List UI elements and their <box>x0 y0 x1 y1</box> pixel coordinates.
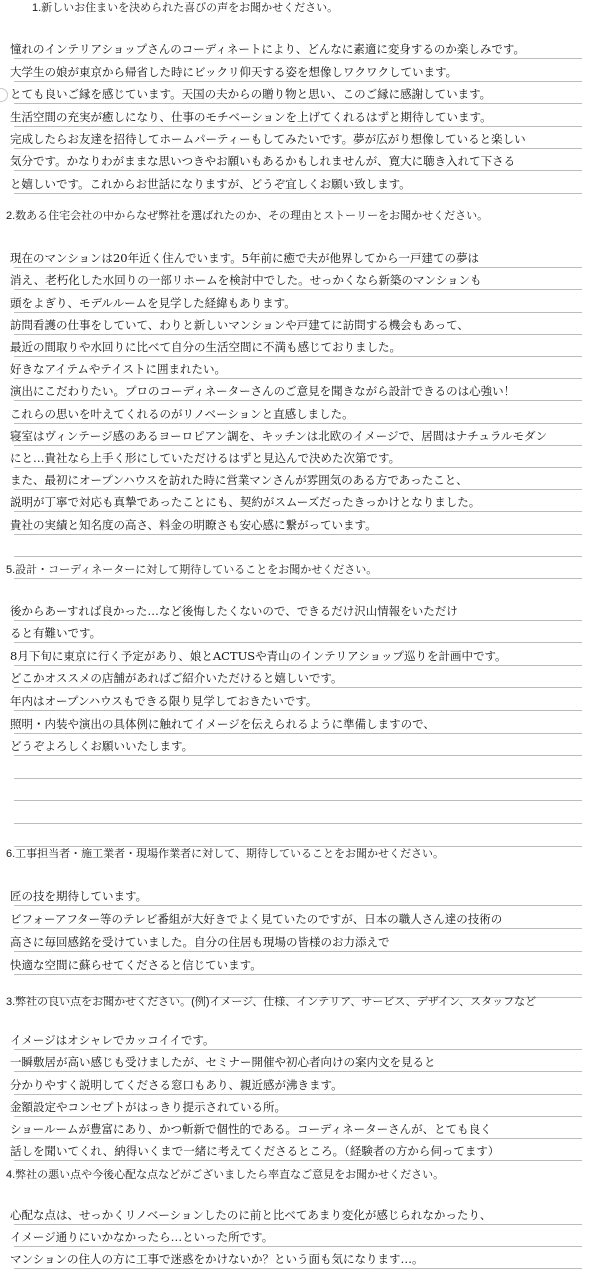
ruled-line <box>14 823 582 824</box>
handwritten-answer-line: また、最初にオープンハウスを訪れた時に営業マンさんが雰囲気のある方であったこと、 <box>10 473 468 487</box>
ruled-line <box>14 81 582 82</box>
handwritten-answer-line: イメージはオシャレでカッコイイです。 <box>10 1033 215 1047</box>
ruled-line <box>14 193 582 194</box>
ruled-line <box>14 1268 582 1269</box>
ruled-line <box>14 1116 582 1117</box>
handwritten-answer-line: ビフォーアフター等のテレビ番組が大好きでよく見ていたのですが、日本の職人さん達の技術の <box>10 912 503 926</box>
ruled-line <box>14 356 582 357</box>
ruled-line <box>14 534 582 535</box>
handwritten-answer-line: 生活空間の充実が癒しになり、仕事のモチベーションを上げてくれるはずと期待しています。 <box>10 110 492 124</box>
question-heading: 4.弊社の悪い点や今後心配な点などがございましたら率直なご意見をお聞かせください。 <box>6 1169 445 1181</box>
question-heading: 6.工事担当者・施工業者・現場作業者に対して、期待していることをお聞かせください。 <box>6 848 444 860</box>
handwritten-answer-line: 心配な点は、せっかくリノベーションしたのに前と比べてあまり変化が感じられなかったり、 <box>10 1208 492 1222</box>
handwritten-answer-line: 消え、老朽化した水回りの一部リホームを検討中でした。せっかくなら新築のマンションも <box>10 273 482 287</box>
handwritten-answer-line: とても良いご縁を感じています。天国の夫からの贈り物と思い、このご縁に感謝しています。 <box>10 87 492 101</box>
handwritten-answer-line: ると有難いです。 <box>10 626 102 640</box>
handwritten-answer-line: 分かりやすく説明してくださる窓口もあり、親近感が沸きます。 <box>10 1078 343 1092</box>
handwritten-answer-line: 気分です。かなりわがままな思いつきやお願いもあるかもしれませんが、寛大に聴き入れて下さる <box>10 154 516 168</box>
ruled-line <box>14 289 582 290</box>
handwritten-answer-line: 照明・内装や演出の具体例に触れてイメージを伝えられるように準備しますので、 <box>10 717 435 731</box>
ruled-line <box>14 1138 582 1139</box>
ruled-line <box>14 126 582 127</box>
handwritten-answer-line: ショールームが豊富にあり、かつ斬新で個性的である。コーディネーターさんが、とても良く <box>10 1122 492 1136</box>
handwritten-answer-line: 頭をよぎり、モデルルームを見学した経緯もあります。 <box>10 296 296 310</box>
ruled-line <box>14 620 582 621</box>
handwritten-answer-line: 匠の技を期待しています。 <box>10 889 148 903</box>
handwritten-answer-line: 最近の間取りや水回りに比べて自分の生活空間に不満も感じておりました。 <box>10 340 401 354</box>
handwritten-answer-line: 大学生の娘が東京から帰省した時にビックリ仰天する姿を想像しワクワクしています。 <box>10 65 458 79</box>
ruled-line <box>14 951 582 952</box>
ruled-line <box>14 1224 582 1225</box>
ruled-line <box>14 974 582 975</box>
handwritten-answer-line: 一瞬敷居が高い感じも受けましたが、セミナー開催や初心者向けの案内文を見ると <box>10 1055 436 1069</box>
ruled-line <box>14 1094 582 1095</box>
ruled-line <box>14 334 582 335</box>
handwritten-answer-line: イメージ通りにいかなかったら…といった所です。 <box>10 1230 274 1244</box>
question-heading: 3.弊社の良い点をお聞かせください。(例)イメージ、仕様、インテリア、サービス、デザイン、スタッフなど <box>6 996 537 1008</box>
ruled-line <box>14 1049 582 1050</box>
ruled-line <box>14 928 582 929</box>
ruled-line <box>14 378 582 379</box>
handwritten-answer-line: これらの思いを叶えてくれるのがリノベーションと直感しました。 <box>10 407 354 421</box>
handwritten-answer-line: 寝室はヴィンテージ感のあるヨーロピアン調を、キッチンは北欧のイメージで、居間はナチュラルモダン <box>10 429 548 443</box>
ruled-line <box>14 778 582 779</box>
handwritten-answer-line: 年内はオープンハウスもできる限り見学しておきたいです。 <box>10 694 318 708</box>
ruled-line <box>14 578 582 579</box>
ruled-line <box>14 58 582 59</box>
answer-lines <box>14 1027 582 1162</box>
ruled-line <box>14 755 582 756</box>
question-heading: 5.設計・コーディネーターに対して期待していることをお聞かせください。 <box>6 564 378 576</box>
handwritten-answer-line: どうぞよろしくお願いいたします。 <box>10 739 194 753</box>
handwritten-answer-line: 快適な空間に蘇らせてくださると信じています。 <box>10 958 262 972</box>
ruled-line <box>14 511 582 512</box>
handwritten-answer-line: 演出にこだわりたい。プロのコーディネーターさんのご意見を聞きながら設計できるのは心強い！ <box>10 384 516 398</box>
handwritten-answer-line: 後からあーすれば良かった…など後悔したくないので、できるだけ沢山情報をいただけ <box>10 604 458 618</box>
ruled-line <box>14 556 582 557</box>
ruled-line <box>14 800 582 801</box>
ruled-line <box>14 665 582 666</box>
ruled-line <box>14 1160 582 1161</box>
ruled-line <box>14 267 582 268</box>
handwritten-answer-line: 好きなアイテムやテイストに囲まれたい。 <box>10 362 226 376</box>
ruled-line <box>14 445 582 446</box>
ruled-line <box>14 103 582 104</box>
handwritten-answer-line: 8月下旬に東京に行く予定があり、娘とACTUSや青山のインテリアショップ巡りを計画中です。 <box>10 649 507 663</box>
handwritten-answer-line: マンションの住人の方に工事で迷惑をかけないか？という面も気になります…。 <box>10 1252 424 1266</box>
handwritten-answer-line: 説明が丁寧で対応も真摯であったことにも、契約がスムーズだったきっかけとなりました。 <box>10 495 481 509</box>
ruled-line <box>14 846 582 847</box>
ruled-line <box>14 710 582 711</box>
handwritten-answer-line: 貴社の実績と知名度の高さ、料金の明瞭さも安心感に繋がっています。 <box>10 518 377 532</box>
ruled-line <box>14 467 582 468</box>
ruled-line <box>14 170 582 171</box>
handwritten-answer-line: 完成したらお友達を招待してホームパーティーもしてみたいです。夢が広がり想像していると楽しい <box>10 132 526 146</box>
ruled-line <box>14 1246 582 1247</box>
question-heading: 2.数ある住宅会社の中からなぜ弊社を選ばれたのか、その理由とストーリーをお聞かせください。 <box>6 210 489 222</box>
ruled-line <box>14 423 582 424</box>
handwritten-answer-line: 話しを聞いてくれ、納得いくまで一緒に考えてくださるところ。（経験者の方から伺ってます） <box>10 1144 500 1158</box>
handwritten-answer-line: 金額設定やコンセプトがはっきり提示されている所。 <box>10 1100 286 1114</box>
ruled-line <box>14 312 582 313</box>
ruled-line <box>14 400 582 401</box>
handwritten-answer-line: 訪問看護の仕事をしていて、わりと新しいマンションや戸建てに訪問する機会もあって、 <box>10 318 469 332</box>
ruled-line <box>14 687 582 688</box>
ruled-line <box>14 148 582 149</box>
ruled-line <box>14 905 582 906</box>
handwritten-answer-line: にと…貴社なら上手く形にしていただけるはずと見込んで決めた次第です。 <box>10 451 401 465</box>
ruled-line <box>14 489 582 490</box>
handwritten-answer-line: どこかオススメの店舗があればご紹介いただけると嬉しいです。 <box>10 671 343 685</box>
ruled-line <box>14 642 582 643</box>
binder-hole <box>0 88 8 102</box>
handwritten-answer-line: 現在のマンションは20年近く住んでいます。5年前に癒で夫が他界してから一戸建ての夢は <box>10 251 480 265</box>
ruled-line <box>14 1071 582 1072</box>
handwritten-answer-line: 憧れのインテリアショップさんのコーディネートにより、どんなに素適に変身するのか楽しみです。 <box>10 42 525 56</box>
question-heading: 1.新しいお住まいを決められた喜びの声をお聞かせください。 <box>32 2 339 14</box>
handwritten-answer-line: 高さに毎回感銘を受けていました。自分の住居も現場の皆様のお力添えで <box>10 935 390 949</box>
ruled-line <box>14 733 582 734</box>
handwritten-answer-line: と嬉しいです。これからお世話になりますが、どうぞ宜しくお願い致します。 <box>10 177 411 191</box>
